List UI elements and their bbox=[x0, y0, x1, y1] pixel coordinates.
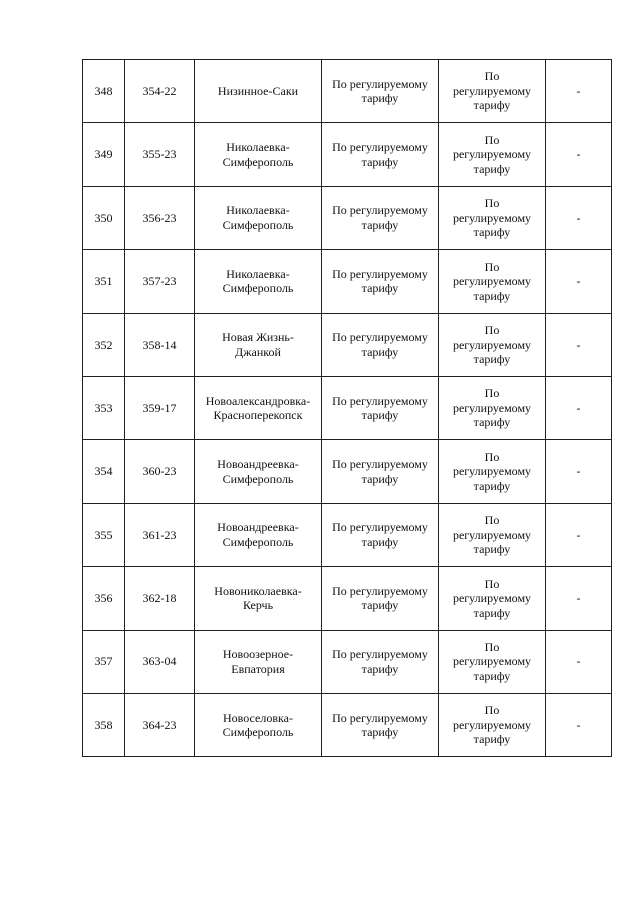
route-code-cell bbox=[125, 567, 195, 630]
tariff-cell-alt bbox=[439, 567, 546, 630]
row-number-cell bbox=[83, 630, 125, 693]
row-number-cell bbox=[83, 376, 125, 439]
extra-cell-text: - bbox=[576, 210, 581, 225]
tariff-cell-alt-text: По регулируемому тарифу bbox=[452, 323, 532, 366]
table-row bbox=[83, 693, 612, 756]
tariff-cell-alt-text: По регулируемому тарифу bbox=[452, 513, 532, 557]
row-number-cell-text: 354 bbox=[94, 464, 113, 479]
route-name-cell-text: Николаевка- Симферополь bbox=[222, 203, 294, 232]
row-number-cell bbox=[83, 186, 125, 249]
tariff-cell bbox=[322, 376, 439, 439]
row-number-cell-text: 356 bbox=[94, 591, 113, 606]
route-name-cell-text: Николаевка- Симферополь bbox=[222, 266, 294, 296]
tariff-cell bbox=[322, 313, 439, 376]
routes-table bbox=[82, 59, 612, 757]
tariff-cell-text: По регулируемому тарифу bbox=[332, 76, 428, 106]
extra-cell bbox=[546, 693, 612, 756]
table-row bbox=[83, 123, 612, 186]
route-name-cell-text: Николаевка- Симферополь bbox=[222, 140, 294, 169]
extra-cell bbox=[546, 376, 612, 439]
route-code-cell bbox=[125, 186, 195, 249]
route-code-cell-text: 358-14 bbox=[142, 337, 177, 352]
route-code-cell bbox=[125, 376, 195, 439]
row-number-cell-text: 355 bbox=[94, 527, 113, 542]
route-code-cell-text: 361-23 bbox=[142, 527, 177, 542]
route-name-cell bbox=[195, 440, 322, 503]
table-row bbox=[83, 186, 612, 249]
row-number-cell-text: 348 bbox=[94, 83, 113, 98]
tariff-cell-text: По регулируемому тарифу bbox=[332, 203, 428, 232]
tariff-cell-text: По регулируемому тарифу bbox=[332, 647, 428, 676]
row-number-cell-text: 350 bbox=[94, 210, 113, 225]
route-code-cell-text: 357-23 bbox=[142, 274, 177, 289]
route-name-cell-text: Новоандреевка- Симферополь bbox=[217, 520, 299, 549]
tariff-cell bbox=[322, 693, 439, 756]
table-row bbox=[83, 250, 612, 313]
route-code-cell bbox=[125, 60, 195, 123]
extra-cell bbox=[546, 60, 612, 123]
route-name-cell-text: Новоозерное- Евпатория bbox=[222, 647, 294, 676]
tariff-cell-alt-text: По регулируемому тарифу bbox=[452, 132, 532, 176]
route-name-cell-text: Новоандреевка- Симферополь bbox=[217, 457, 299, 486]
row-number-cell bbox=[83, 250, 125, 313]
tariff-cell-alt-text: По регулируемому тарифу bbox=[452, 639, 532, 683]
route-name-cell bbox=[195, 250, 322, 313]
table-row bbox=[83, 567, 612, 630]
route-name-cell bbox=[195, 376, 322, 439]
route-name-cell-text: Новоселовка- Симферополь bbox=[222, 710, 294, 740]
route-code-cell-text: 363-04 bbox=[142, 654, 177, 669]
route-code-cell-text: 354-22 bbox=[142, 83, 177, 98]
extra-cell-text: - bbox=[576, 274, 581, 289]
tariff-cell bbox=[322, 250, 439, 313]
tariff-cell-text: По регулируемому тарифу bbox=[332, 393, 428, 423]
row-number-cell-text: 353 bbox=[94, 400, 113, 415]
extra-cell bbox=[546, 630, 612, 693]
tariff-cell-alt bbox=[439, 376, 546, 439]
route-name-cell bbox=[195, 123, 322, 186]
route-code-cell-text: 355-23 bbox=[142, 147, 177, 162]
row-number-cell-text: 351 bbox=[94, 274, 113, 289]
extra-cell bbox=[546, 440, 612, 503]
tariff-cell-text: По регулируемому тарифу bbox=[332, 330, 428, 359]
tariff-cell-text: По регулируемому тарифу bbox=[332, 140, 428, 169]
route-name-cell bbox=[195, 630, 322, 693]
extra-cell bbox=[546, 186, 612, 249]
extra-cell-text: - bbox=[576, 400, 581, 415]
table-row bbox=[83, 503, 612, 566]
extra-cell-text: - bbox=[576, 464, 581, 479]
tariff-cell-alt-text: По регулируемому тарифу bbox=[452, 576, 532, 620]
routes-table-body bbox=[83, 60, 612, 757]
route-name-cell-text: Низинное-Саки bbox=[217, 83, 299, 98]
row-number-cell bbox=[83, 60, 125, 123]
tariff-cell bbox=[322, 440, 439, 503]
route-name-cell-text: Новоалександровка- Красноперекопск bbox=[205, 393, 311, 423]
route-name-cell bbox=[195, 186, 322, 249]
row-number-cell bbox=[83, 440, 125, 503]
table-row bbox=[83, 440, 612, 503]
tariff-cell-alt-text: По регулируемому тарифу bbox=[452, 69, 532, 113]
route-name-cell-text: Новая Жизнь- Джанкой bbox=[222, 330, 294, 359]
row-number-cell-text: 352 bbox=[94, 337, 113, 352]
route-name-cell bbox=[195, 60, 322, 123]
route-code-cell bbox=[125, 313, 195, 376]
tariff-cell bbox=[322, 630, 439, 693]
extra-cell bbox=[546, 313, 612, 376]
table-row bbox=[83, 376, 612, 439]
extra-cell-text: - bbox=[576, 717, 581, 732]
table-row bbox=[83, 630, 612, 693]
route-code-cell-text: 356-23 bbox=[142, 210, 177, 225]
tariff-cell-alt-text: По регулируемому тарифу bbox=[452, 196, 532, 240]
route-code-cell-text: 362-18 bbox=[142, 591, 177, 606]
tariff-cell-text: По регулируемому тарифу bbox=[332, 457, 428, 486]
tariff-cell-alt bbox=[439, 250, 546, 313]
row-number-cell-text: 349 bbox=[94, 147, 113, 162]
route-name-cell bbox=[195, 503, 322, 566]
table-row bbox=[83, 60, 612, 123]
tariff-cell-text: По регулируемому тарифу bbox=[332, 266, 428, 296]
route-name-cell bbox=[195, 313, 322, 376]
route-code-cell bbox=[125, 250, 195, 313]
row-number-cell bbox=[83, 123, 125, 186]
route-code-cell-text: 364-23 bbox=[142, 717, 177, 732]
tariff-cell-alt bbox=[439, 630, 546, 693]
tariff-cell-alt bbox=[439, 503, 546, 566]
tariff-cell-alt-text: По регулируемому тарифу bbox=[452, 449, 532, 493]
tariff-cell-alt-text: По регулируемому тарифу bbox=[452, 386, 532, 430]
row-number-cell bbox=[83, 693, 125, 756]
tariff-cell-alt-text: По регулируемому тарифу bbox=[452, 259, 532, 303]
row-number-cell bbox=[83, 503, 125, 566]
route-code-cell bbox=[125, 693, 195, 756]
row-number-cell bbox=[83, 313, 125, 376]
extra-cell-text: - bbox=[576, 83, 581, 98]
route-code-cell bbox=[125, 440, 195, 503]
table-row bbox=[83, 313, 612, 376]
route-code-cell bbox=[125, 630, 195, 693]
extra-cell-text: - bbox=[576, 147, 581, 162]
extra-cell bbox=[546, 567, 612, 630]
tariff-cell-text: По регулируемому тарифу bbox=[332, 583, 428, 613]
tariff-cell bbox=[322, 503, 439, 566]
tariff-cell-alt bbox=[439, 60, 546, 123]
route-code-cell-text: 359-17 bbox=[142, 400, 177, 415]
tariff-cell bbox=[322, 60, 439, 123]
route-code-cell bbox=[125, 503, 195, 566]
tariff-cell-alt bbox=[439, 186, 546, 249]
row-number-cell bbox=[83, 567, 125, 630]
tariff-cell bbox=[322, 567, 439, 630]
tariff-cell-alt bbox=[439, 123, 546, 186]
tariff-cell-alt bbox=[439, 693, 546, 756]
tariff-cell bbox=[322, 186, 439, 249]
tariff-cell-alt bbox=[439, 440, 546, 503]
tariff-cell-text: По регулируемому тарифу bbox=[332, 520, 428, 549]
tariff-cell bbox=[322, 123, 439, 186]
extra-cell-text: - bbox=[576, 337, 581, 352]
route-code-cell-text: 360-23 bbox=[142, 464, 177, 479]
row-number-cell-text: 358 bbox=[94, 717, 113, 732]
tariff-cell-alt-text: По регулируемому тарифу bbox=[452, 703, 532, 747]
extra-cell bbox=[546, 250, 612, 313]
extra-cell bbox=[546, 123, 612, 186]
route-code-cell bbox=[125, 123, 195, 186]
extra-cell-text: - bbox=[576, 591, 581, 606]
extra-cell bbox=[546, 503, 612, 566]
extra-cell-text: - bbox=[576, 654, 581, 669]
row-number-cell-text: 357 bbox=[94, 654, 113, 669]
tariff-cell-text: По регулируемому тарифу bbox=[332, 710, 428, 740]
route-name-cell bbox=[195, 693, 322, 756]
route-name-cell-text: Новониколаевка- Керчь bbox=[214, 583, 302, 613]
tariff-cell-alt bbox=[439, 313, 546, 376]
extra-cell-text: - bbox=[576, 527, 581, 542]
route-name-cell bbox=[195, 567, 322, 630]
